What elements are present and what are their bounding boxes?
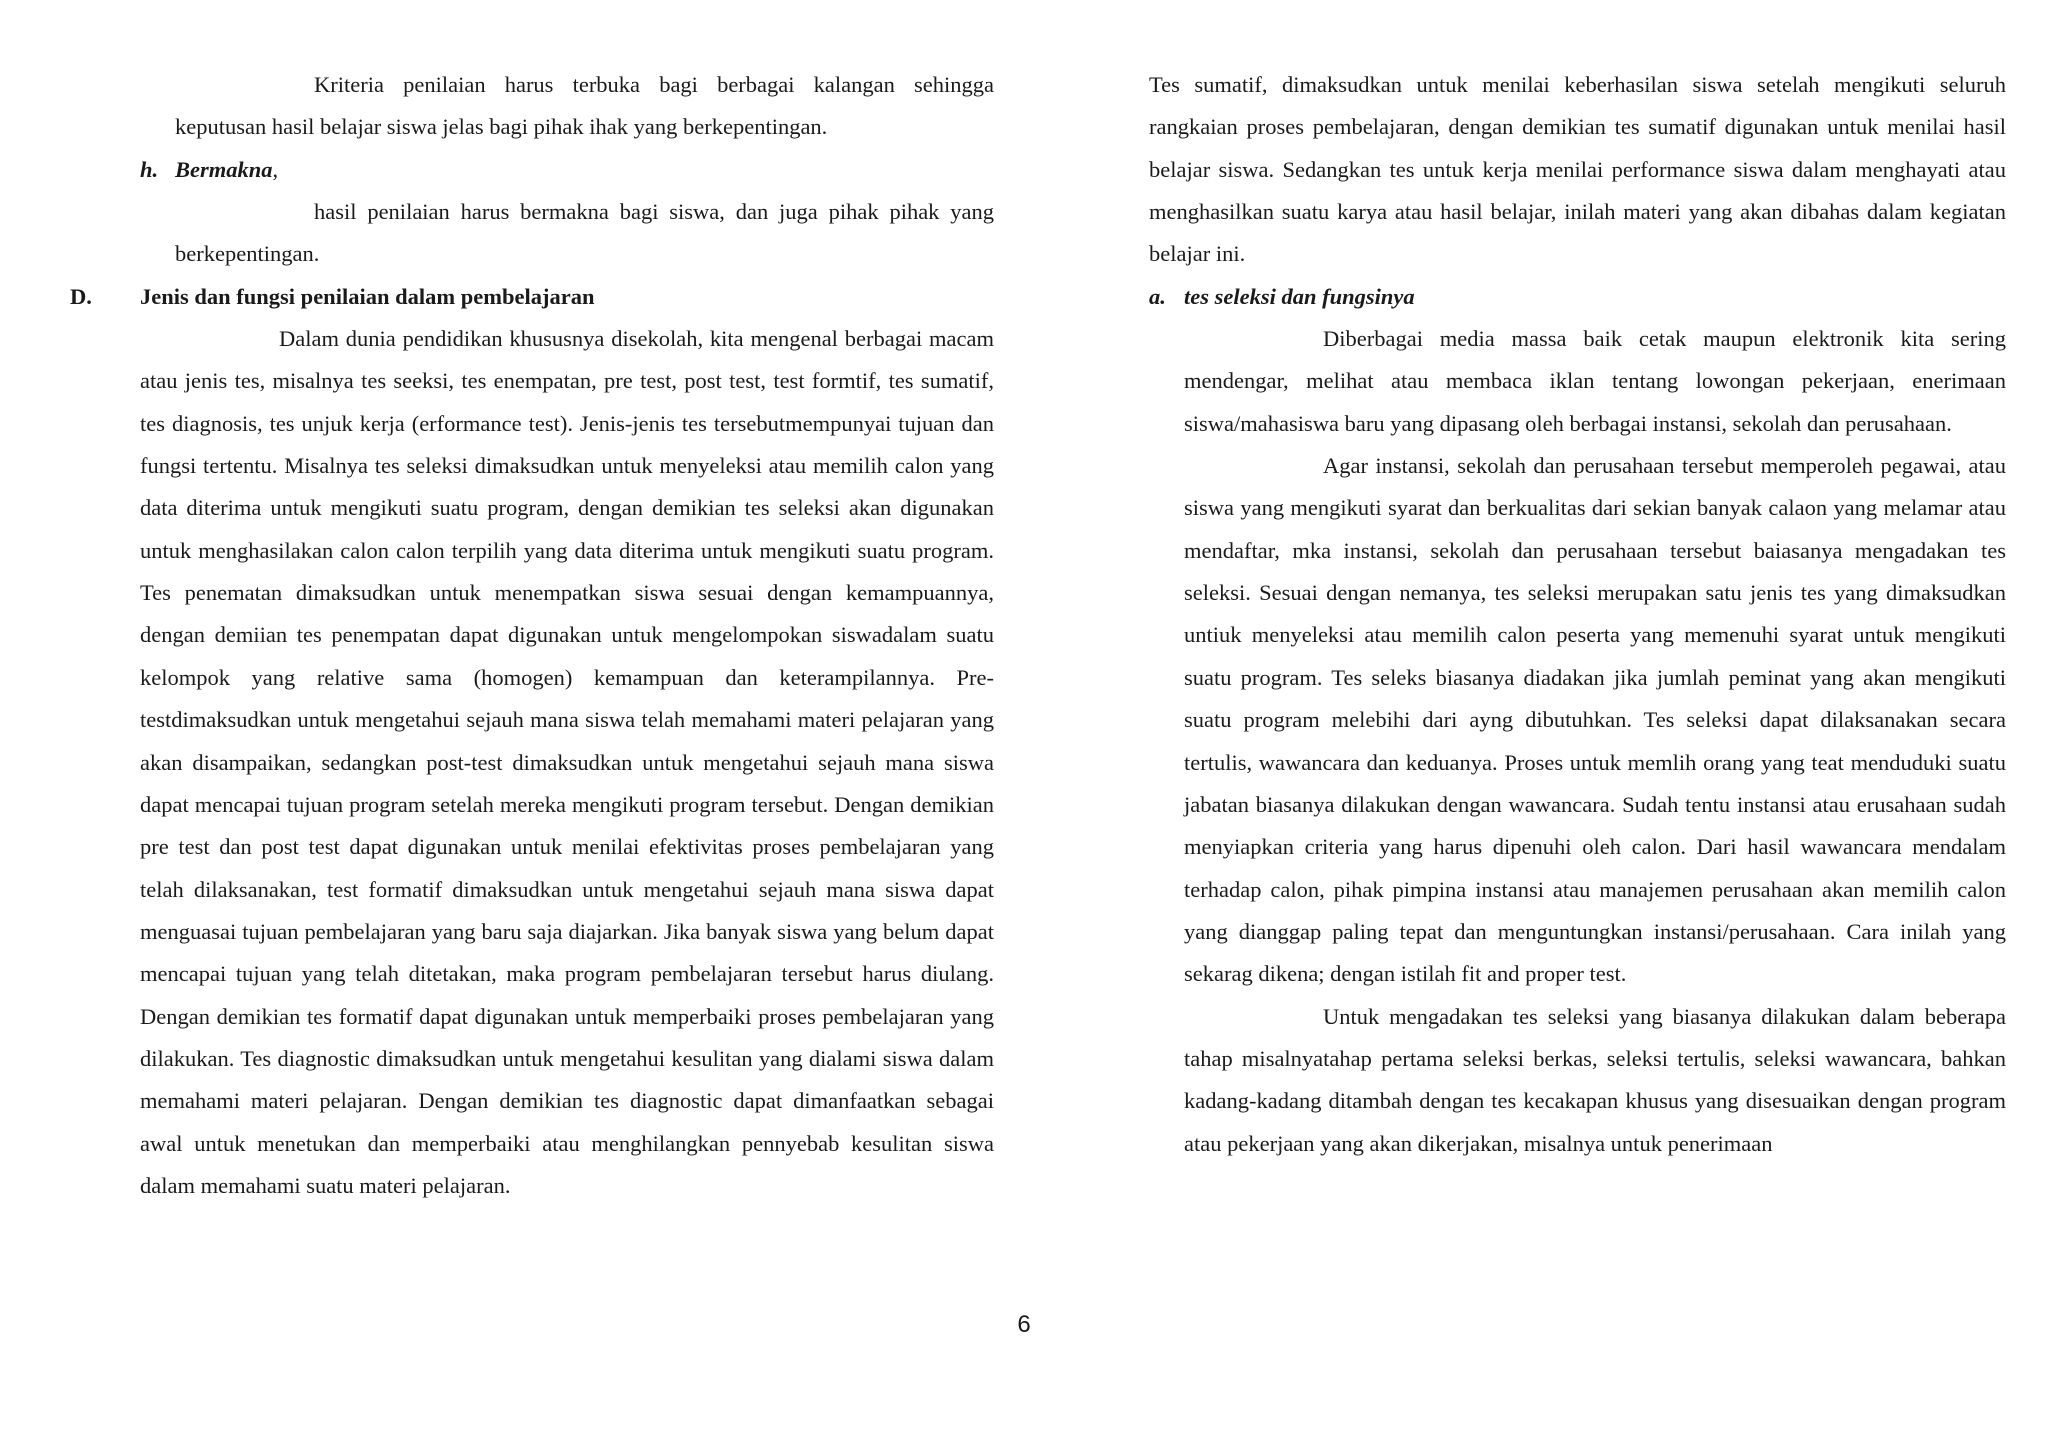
summative-test-paragraph: Tes sumatif, dimaksudkan untuk menilai keberhasilan siswa setelah mengikuti seluruh rangkaian proses pembelajaran, dengan demikian tes sumatif digunakan untuk menilai hasil belajar siswa. Sedangkan tes untuk kerja menilai performance siswa dalam menghayati atau menghasilkan suatu karya atau hasil belajar, inilah materi yang akan dibahas dalam kegiatan belajar ini.: [1149, 72, 2006, 267]
item-a-title: tes seleksi dan fungsinya: [1184, 283, 1415, 309]
left-column: [70, 64, 994, 1207]
section-d-marker: D.: [70, 283, 92, 309]
criteria-paragraph: Kriteria penilaian harus terbuka bagi berbagai kalangan sehingga keputusan hasil belajar siswa jelas bagi pihak ihak yang berkepentingan.: [175, 72, 994, 140]
section-d-heading: [70, 276, 994, 318]
page-number: 6: [1017, 1311, 1031, 1338]
item-h-heading: [140, 149, 994, 191]
item-a-marker: a.: [1149, 283, 1166, 309]
selection-paragraph: Agar instansi, sekolah dan perusahaan tersebut memperoleh pegawai, atau siswa yang mengikuti syarat dan berkualitas dari sekian banyak calaon yang melamar atau mendaftar, mka instansi, sekolah dan perusahaan tersebut baiasanya mengadakan tes seleksi. Sesuai dengan nemanya, tes seleksi merupakan satu jenis tes yang dimaksudkan untiuk menyeleksi atau memilih calon peserta yang memenuhi syarat untuk mengikuti suatu program. Tes seleks biasanya diadakan jika jumlah peminat yang akan mengikuti suatu program melebihi dari ayng dibutuhkan. Tes seleksi dapat dilaksanakan secara tertulis, wawancara dan keduanya. Proses untuk memlih orang yang teat menduduki suatu jabatan biasanya dilakukan dengan wawancara. Sudah tentu instansi atau erusahaan sudah menyiapkan criteria yang harus dipenuhi oleh calon. Dari hasil wawancara mendalam terhadap calon, pihak pimpina instansi atau manajemen perusahaan akan memilih calon yang dianggap paling tepat dan menguntungkan instansi/perusahaan. Cara inilah yang sekarag dikena; dengan istilah fit and proper test.: [1184, 453, 2006, 987]
item-h-title: Bermakna: [175, 156, 273, 182]
item-h-body: hasil penilaian harus bermakna bagi siswa, dan juga pihak pihak yang berkepentingan.: [175, 199, 994, 267]
right-column: [1149, 64, 2006, 1165]
media-paragraph: Diberbagai media massa baik cetak maupun elektronik kita sering mendengar, melihat atau membaca iklan tentang lowongan pekerjaan, enerimaan siswa/mahasiswa baru yang dipasang oleh berbagai instansi, sekolah dan perusahaan.: [1184, 326, 2006, 436]
section-d-title: Jenis dan fungsi penilaian dalam pembelajaran: [140, 283, 595, 309]
item-a-heading: [1149, 276, 2006, 318]
item-h-marker: h.: [140, 156, 159, 182]
section-d-body: Dalam dunia pendidikan khususnya disekolah, kita mengenal berbagai macam atau jenis tes, misalnya tes seeksi, tes enempatan, pre test, post test, test formtif, tes sumatif, tes diagnosis, tes unjuk kerja (erformance test). Jenis-jenis tes tersebutmempunyai tujuan dan fungsi tertentu. Misalnya tes seleksi dimaksudkan untuk menyeleksi atau memilih calon yang data diterima untuk mengikuti suatu program, dengan demikian tes seleksi akan digunakan untuk menghasilakan calon calon terpilih yang data diterima untuk mengikuti suatu program. Tes penematan dimaksudkan untuk menempatkan siswa sesuai dengan kemampuannya, dengan demiian tes penempatan dapat digunakan untuk mengelompokan siswadalam suatu kelompok yang relative sama (homogen) kemampuan dan keterampilannya. Pre-testdimaksudkan untuk mengetahui sejauh mana siswa telah memahami materi pelajaran yang akan disampaikan, sedangkan post-test dimaksudkan untuk mengetahui sejauh mana siswa dapat mencapai tujuan program setelah mereka mengikuti program tersebut. Dengan demikian pre test dan post test dapat digunakan untuk menilai efektivitas proses pembelajaran yang telah dilaksanakan, test formatif dimaksudkan untuk mengetahui sejauh mana siswa dapat menguasai tujuan pembelajaran yang baru saja diajarkan. Jika banyak siswa yang belum dapat mencapai tujuan yang telah ditetakan, maka program pembelajaran tersebut harus diulang. Dengan demikian tes formatif dapat digunakan untuk memperbaiki proses pembelajaran yang dilakukan. Tes diagnostic dimaksudkan untuk mengetahui kesulitan yang dialami siswa dalam memahami materi pelajaran. Dengan demikian tes diagnostic dapat dimanfaatkan sebagai awal untuk menetukan dan memperbaiki atau menghilangkan pennyebab kesulitan siswa dalam memahami suatu materi pelajaran.: [140, 326, 994, 1198]
item-h-suffix: ,: [272, 156, 279, 182]
stages-paragraph: Untuk mengadakan tes seleksi yang biasanya dilakukan dalam beberapa tahap misalnyatahap pertama seleksi berkas, seleksi tertulis, seleksi wawancara, bahkan kadang-kadang ditambah dengan tes kecakapan khusus yang disesuaikan dengan program atau pekerjaan yang akan dikerjakan, misalnya untuk penerimaan: [1184, 1003, 2006, 1156]
